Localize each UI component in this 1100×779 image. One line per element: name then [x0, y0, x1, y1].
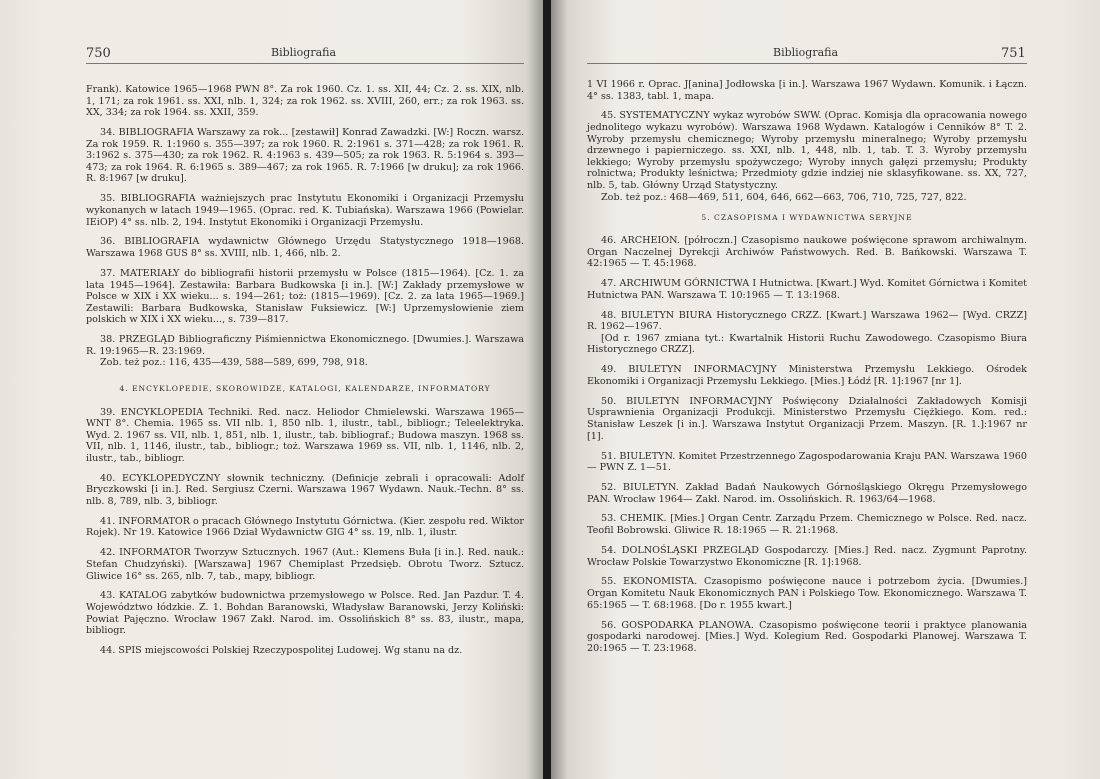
entry-44: 44. SPIS miejscowości Polskiej Rzeczypospolitej Ludowej. Wg stanu na dz. — [100, 645, 463, 657]
see-also-right: Zob. też poz.: 468—469, 511, 604, 646, 662—663, 706, 710, 725, 727, 822. — [601, 191, 967, 203]
entry-38: 38. PRZEGLĄD Bibliograficzny Piśmiennictwa Ekonomicznego. [Dwumies.]. Warszawa R. 19:1965—R. 23:1969. — [86, 334, 524, 357]
entry-49: 49. BIULETYN INFORMACYJNY Ministerstwa Przemysłu Lekkiego. Ośrodek Ekonomiki i Organizacji Przemysłu Lekkiego. [Mies.] Łódź [R. 1]:1967 [nr 1]. — [587, 364, 1027, 387]
entry-48: 48. BIULETYN BIURA Historycznego CRZZ. [Kwart.] Warszawa 1962— [Wyd. CRZZ] R. 1962—1967. — [587, 309, 1027, 333]
section-title-5: 5. CZASOPISMA I WYDAWNICTWA SERYJNE — [701, 212, 913, 222]
left-text-block — [86, 84, 524, 665]
continuation-text: Frank). Katowice 1965—1968 PWN 8°. Za rok 1960. Cz. 1. ss. XII, 44; Cz. 2. ss. XIX, nlb. 1, 171; za rok 1961. ss. XXI, nlb. 1, 324; za rok 1962. ss. XVIII, 260, err.; za rok 1963. ss. XX, 334; za rok 1964. ss. XXII, 359. — [86, 84, 524, 119]
entry-46: 46. ARCHEION. [półroczn.] Czasopismo naukowe poświęcone sprawom archiwalnym. Organ Naczelnej Dyrekcji Archiwów Państwowych. Red. B. Bańkowski. Warszawa T. 42:1965 — T. 45:1968. — [587, 235, 1027, 270]
entry-37: 37. MATERIAŁY do bibliografii historii przemysłu w Polsce (1815—1964). [Cz. 1. za lata 1945—1964]. Zestawiła: Barbara Budkowska [i in.]. [W:] Zakłady przemysłowe w Polsce w XIX i XX wieku... s. 194—261; toż: (1815—1969). [Cz. 2. za lata 1965—1969.] Zestawili: Barbara Budkowska, Stanisław Fuksiewicz. [W:] Uprzemysłowienie ziem polskich w XIX i XX wieku..., s. 739—817. — [86, 267, 524, 326]
running-head-right: Bibliografia — [773, 46, 839, 59]
entry-45: 45. SYSTEMATYCZNY wykaz wyrobów SWW. (Oprac. Komisja dla opracowania nowego jednolitego wykazu wyrobów). Warszawa 1968 Wydawn. Katalogów i Cenników 8° T. 2. Wyroby przemysłu chemicznego; Wyroby przemysłu mineralnego; Wyroby przemysłu drzewnego i papierniczego. ss. XXI, nlb. 1, 448, nlb. 1, tab. T. 3. Wyroby przemysłu lekkiego; Wyroby przemysłu spożywczego; Wyroby innych gałęzi przemysłu; Produkty rolnictwa; Produkty leśnictwa; Przedmioty gdzie indziej nie sklasyfikowane. ss. XX, 727, nlb. 5, tab. Główny Urząd Statystyczny. — [587, 110, 1027, 192]
entry-47: 47. ARCHIWUM GÓRNICTWA I Hutnictwa. [Kwart.] Wyd. Komitet Górnictwa i Komitet Hutnictwa PAN. Warszawa T. 10:1965 — T. 13:1968. — [587, 278, 1027, 301]
right-page — [551, 0, 1100, 779]
left-page — [0, 0, 543, 779]
entry-55: 55. EKONOMISTA. Czasopismo poświęcone nauce i potrzebom życia. [Dwumies.] Organ Komitetu Nauk Ekonomicznych PAN i Polskiego Tow. Ekonomicznego. Warszawa T. 65:1965 — T. 68:1968. [Do r. 1955 kwart.] — [587, 576, 1027, 611]
running-head-left: Bibliografia — [271, 46, 337, 59]
entry-34: 34. BIBLIOGRAFIA Warszawy za rok... [zestawił] Konrad Zawadzki. [W:] Roczn. warsz. Za rok 1959. R. 1:1960 s. 355—397; za rok 1960. R. 2:1961 s. 371—428; za rok 1961. R. 3:1962 s. 375—430; za rok 1962. R. 4:1963 s. 439—505; za rok 1963. R. 5:1964 s. 393—473; za rok 1964. R. 6:1965 s. 389—467; za rok 1965. R. 7:1966 [w druku]; za rok 1966. R. 8:1967 [w druku]. — [86, 127, 524, 185]
entry-40: 40. ECYKLOPEDYCZNY słownik techniczny. (Definicje zebrali i opracowali: Adolf Bryczkowski [i in.]. Red. Sergiusz Czerni. Warszawa 1967 Wydawn. Nauk.-Techn. 8° ss. nlb. 8, 789, nlb. 3, bibliogr. — [86, 472, 524, 507]
right-text-block — [587, 79, 1027, 663]
entry-39: 39. ENCYKLOPEDIA Techniki. Red. nacz. Heliodor Chmielewski. Warszawa 1965— WNT 8°. Chemia. 1965 ss. VII nlb. 1, 850 nlb. 1, ilustr., tabl., bibliogr.; Teleelektryka. Wyd. 2. 1967 ss. VII, nlb. 1, 851, nlb. 1, ilustr., tab. bibliograf.; Budowa maszyn. 1968 ss. VII, nlb. 1, 1146, ilustr., tab., bibliogr.; toż. Warszawa 1969 ss. VII, nlb. 1, 1146, nlb. 2, ilustr., tab., bibliogr. — [86, 406, 524, 464]
header-rule-right — [587, 63, 1027, 64]
continuation-text-right: 1 VI 1966 r. Oprac. J[anina] Jodłowska [i in.]. Warszawa 1967 Wydawn. Komunik. i Łączn. 4° ss. 1383, tabl. 1, mapa. — [587, 79, 1027, 102]
entry-41: 41. INFORMATOR o pracach Głównego Instytutu Górnictwa. (Kier. zespołu red. Wiktor Rojek). Nr 19. Katowice 1966 Dział Wydawnictw GIG 4° ss. 19, nlb. 1, ilustr. — [86, 515, 524, 539]
entry-54: 54. DOLNOŚLĄSKI PRZEGLĄD Gospodarczy. [Mies.] Red. nacz. Zygmunt Paprotny. Wrocław Polskie Towarzystwo Ekonomiczne [R. 1]:1968. — [587, 544, 1027, 568]
entry-56: 56. GOSPODARKA PLANOWA. Czasopismo poświęcone teorii i praktyce planowania gospodarki narodowej. [Mies.] Wyd. Kolegium Red. Gospodarki Planowej. Warszawa T. 20:1965 — T. 23:1968. — [587, 619, 1027, 654]
entry-43: 43. KATALOG zabytków budownictwa przemysłowego w Polsce. Red. Jan Pazdur. T. 4. Województwo łódzkie. Z. 1. Bohdan Baranowski, Władysław Baranowski, Jerzy Koliński: Powiat Pajęczno. Wrocław 1967 Zakł. Narod. im. Ossolińskich 8° ss. 83, ilustr., mapa, bibliogr. — [86, 590, 524, 637]
entry-42: 42. INFORMATOR Tworzyw Sztucznych. 1967 (Aut.: Klemens Buła [i in.]. Red. nauk.: Stefan Chudzyński). [Warszawa] 1967 Chemiplast Przedsięb. Obrotu Tworz. Sztucz. Gliwice 16° ss. 265, nlb. 7, tab., mapy, bibliogr. — [86, 547, 524, 582]
entry-52: 52. BIULETYN. Zakład Badań Naukowych Górnośląskiego Okręgu Przemysłowego PAN. Wrocław 1964— Zakł. Narod. im. Ossolińskich. R. 1963/64—1968. — [587, 482, 1027, 505]
entry-48-note: [Od r. 1967 zmiana tyt.: Kwartalnik Historii Ruchu Zawodowego. Czasopismo Biura Historycznego CRZZ]. — [587, 332, 1027, 356]
entry-50: 50. BIULETYN INFORMACYJNY Poświęcony Działalności Zakładowych Komisji Usprawnienia Organizacji Produkcji. Ministerstwo Przemysłu Ciężkiego. Kom. red.: Stanisław Leszek [i in.]. Warszawa Instytut Organizacji Przem. Maszyn. [R. 1.]:1967 nr [1]. — [587, 395, 1027, 442]
header-rule-left — [86, 63, 524, 64]
page-number-right: 751 — [1001, 46, 1026, 61]
section-title-4: 4. ENCYKLOPEDIE, SKOROWIDZE, KATALOGI, KALENDARZE, INFORMATORY — [119, 383, 491, 393]
book-gutter — [543, 0, 551, 779]
entry-51: 51. BIULETYN. Komitet Przestrzennego Zagospodarowania Kraju PAN. Warszawa 1960— PWN Z. 1—51. — [587, 450, 1027, 474]
entry-35: 35. BIBLIOGRAFIA ważniejszych prac Instytutu Ekonomiki i Organizacji Przemysłu wykonanych w latach 1949—1965. (Oprac. red. K. Tubiańska). Warszawa 1966 (Powielar. IEiOP) 4° ss. nlb. 2, 194. Instytut Ekonomiki i Organizacji Przemysłu. — [86, 193, 524, 228]
see-also-left: Zob. też poz.: 116, 435—439, 588—589, 699, 798, 918. — [100, 357, 368, 369]
page-number-left: 750 — [86, 46, 111, 61]
entry-53: 53. CHEMIK. [Mies.] Organ Centr. Zarządu Przem. Chemicznego w Polsce. Red. nacz. Teofil Bobrowski. Gliwice R. 18:1965 — R. 21:1968. — [587, 513, 1027, 537]
entry-36: 36. BIBLIOGRAFIA wydawnictw Głównego Urzędu Statystycznego 1918—1968. Warszawa 1968 GUS 8° ss. XVIII, nlb. 1, 466, nlb. 2. — [86, 236, 524, 260]
